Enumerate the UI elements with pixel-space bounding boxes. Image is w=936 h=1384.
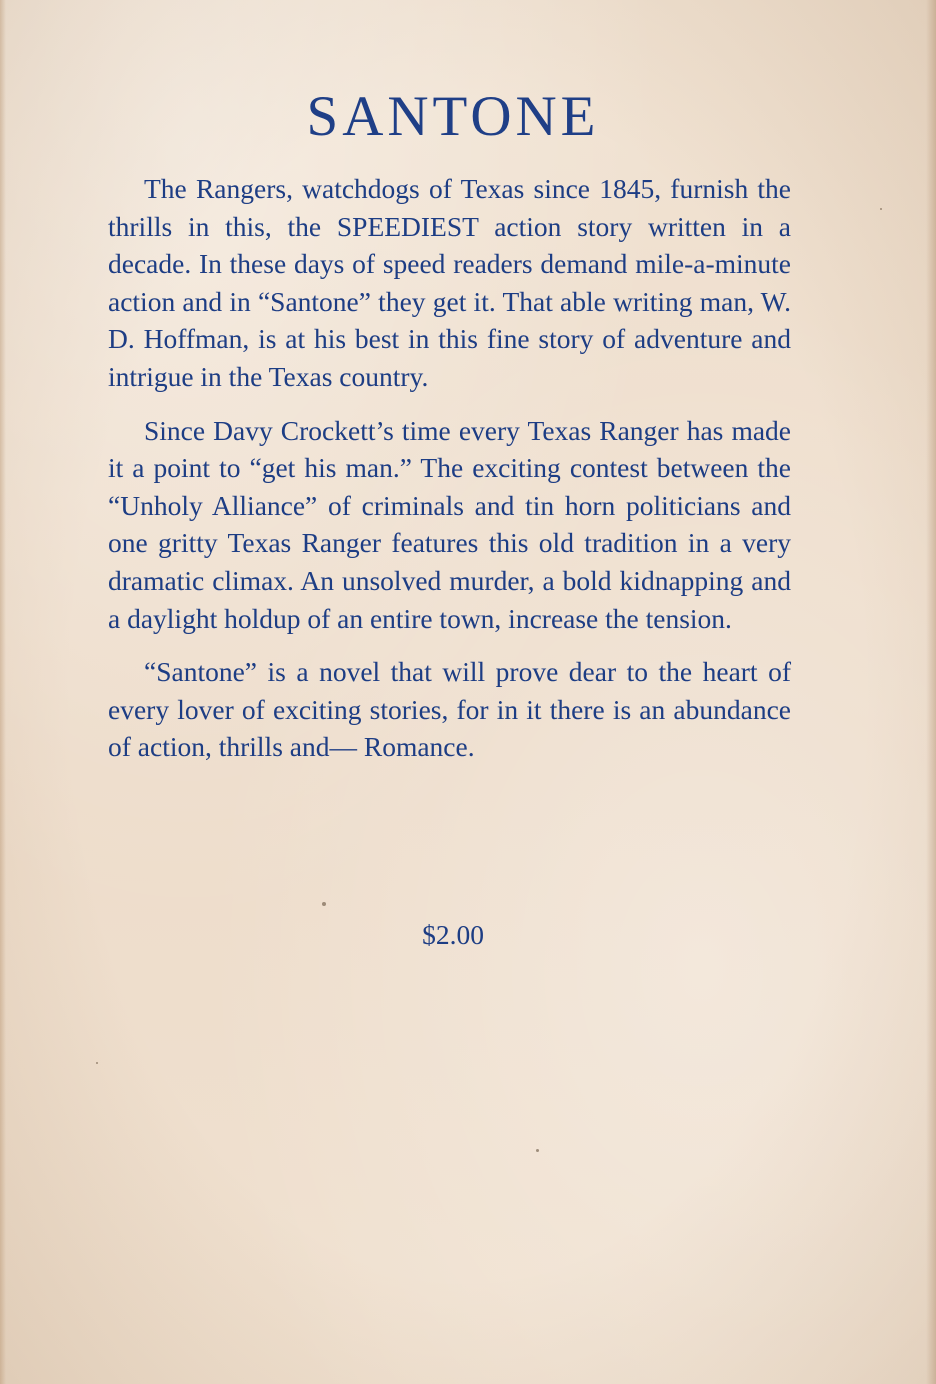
blurb-paragraph-3: “Santone” is a novel that will prove dear to the heart of every lover of exciting stories, for in it there is an abundance of action, thrills and— Romance. (108, 656, 791, 763)
paper-speck (880, 208, 882, 210)
blurb-paragraph-2: Since Davy Crockett’s time every Texas Ranger has made it a point to “get his man.” The exciting contest between the “Unholy Alliance” of criminals and tin horn politicians and one gritty Texas Ranger features this old tradition in a very dramatic climax. An unsolved murder, a bold kidnapping and a daylight holdup of an entire town, increase the tension. (108, 414, 791, 634)
blurb-text (108, 170, 791, 782)
blurb-paragraph-1: The Rangers, watchdogs of Texas since 1845, furnish the thrills in this, the SPEEDIEST action story written in a decade. In these days of speed readers demand mile-a-minute action and in “Santone” they get it. That able writing man, W. D. Hoffman, is at his best in this fine story of adventure and intrigue in the Texas country. (108, 173, 791, 392)
book-title: SANTONE (306, 85, 600, 148)
paper-speck (536, 1149, 539, 1152)
paper-speck (96, 1062, 98, 1064)
paper-speck (322, 902, 326, 906)
price-label: $2.00 (422, 919, 484, 950)
